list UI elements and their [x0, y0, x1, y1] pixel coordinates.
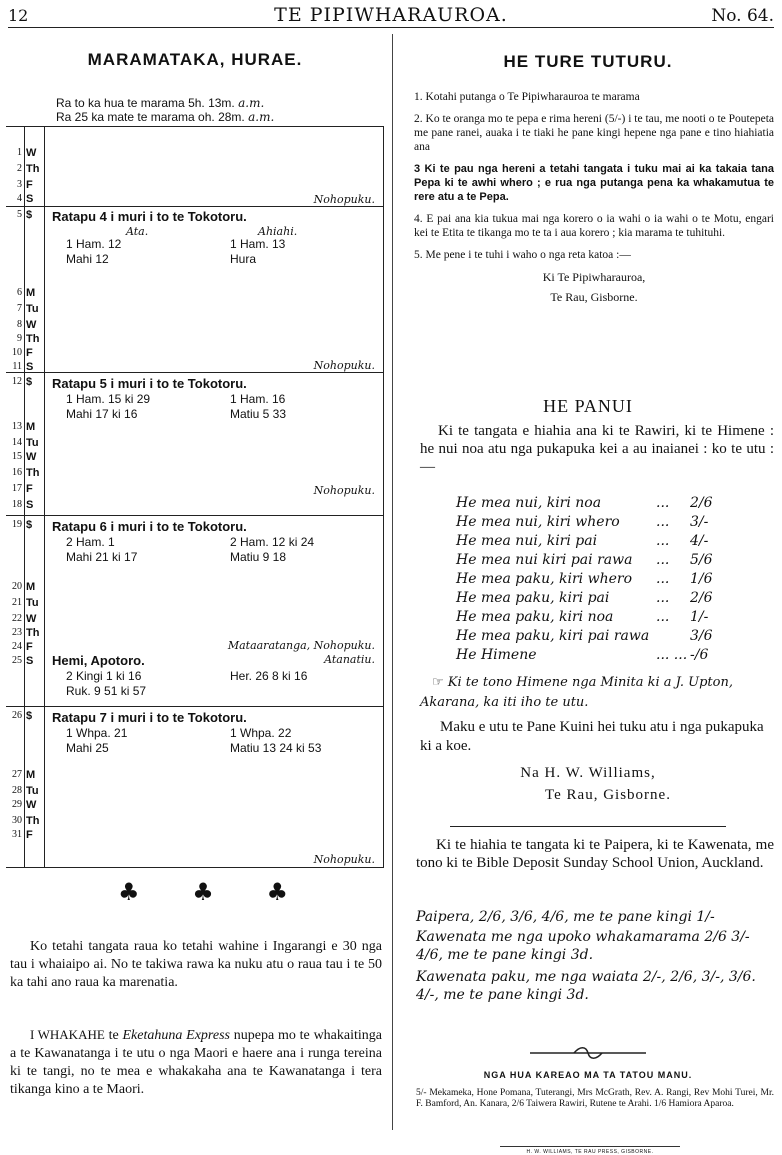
price-list: [456, 494, 726, 665]
flourish-divider: [530, 1046, 646, 1060]
day-number: 31: [12, 829, 22, 840]
item-price: -/6: [690, 647, 709, 663]
reading: Matiu 13 24 ki 53: [230, 741, 322, 755]
day-number: 16: [12, 467, 22, 478]
leader-dots: ...: [656, 571, 670, 587]
item-name: He mea paku, kiri noa: [456, 609, 614, 625]
reading: Mahi 17 ki 16: [66, 407, 138, 421]
weekday-abbr: S: [26, 193, 34, 205]
day-number: 2: [17, 163, 22, 174]
rule-1: 1. Kotahi putanga o Te Pipiwharauroa te marama: [414, 91, 640, 103]
reading: 1 Whpa. 22: [230, 726, 292, 740]
weekday-abbr: Th: [26, 333, 40, 345]
mataaratanga-note: Mataaratanga, Nohopuku.: [227, 639, 375, 652]
day-number: 24: [12, 641, 22, 652]
item-name: He mea paku, kiri pai: [456, 590, 610, 606]
item-name: He mea nui kiri pai rawa: [456, 552, 633, 568]
day-number: 25: [12, 655, 22, 666]
price-row: [456, 608, 726, 627]
rules-address-2: Te Rau, Gisborne.: [550, 290, 638, 304]
day-number: 13: [12, 421, 22, 432]
reading: Mahi 21 ki 17: [66, 550, 138, 564]
reading: 2 Ham. 1: [66, 535, 115, 549]
item-price: 3/-: [690, 514, 709, 530]
price-row: [456, 627, 726, 646]
weekday-abbr: S: [26, 361, 34, 373]
ahiahi-label: Ahiahi.: [258, 225, 298, 238]
item-price: 2/6: [690, 495, 713, 511]
panui-title: HE PANUI: [543, 396, 633, 416]
day-number: 29: [12, 799, 22, 810]
panui-signature: Na H. W. Williams, Te Rau, Gisborne.: [520, 765, 671, 803]
reading: Mahi 12: [66, 252, 109, 266]
item-name: He mea paku, kiri whero: [456, 571, 632, 587]
sunday-7-title: Ratapu 7 i muri i to te Tokotoru.: [52, 710, 247, 725]
weekday-abbr: Th: [26, 815, 40, 827]
rules-list: [414, 90, 774, 304]
day-number: 6: [17, 287, 22, 298]
news-note-marriage: Ko tetahi tangata raua ko tetahi wahine i Ingarangi e 30 nga tau i whaiaipo ai. No te takiwa rawa ka nuku atu o raua tau i te 50 ka tahi ano raua ka marenatia.: [10, 939, 382, 990]
day-number: 1: [17, 147, 22, 158]
leader-dots: ...: [656, 552, 670, 568]
maku-note: Maku e utu te Pane Kuini hei tuku atu i nga pukapuka ki a koe.: [420, 719, 764, 754]
item-name: He mea nui, kiri whero: [456, 514, 620, 530]
day-number: 22: [12, 613, 22, 624]
sunday-5-title: Ratapu 5 i muri i to te Tokotoru.: [52, 376, 247, 391]
weekday-abbr: Tu: [26, 597, 39, 609]
day-number: 12: [12, 376, 22, 387]
reading: Ruk. 9 51 ki 57: [66, 684, 147, 698]
clover-ornament: [118, 878, 288, 906]
nohopuku-note: Nohopuku.: [313, 853, 375, 866]
publication-title: TE PIPIWHARAUROA.: [274, 4, 508, 26]
weekday-abbr: Tu: [26, 785, 39, 797]
nohopuku-note: Nohopuku.: [313, 193, 375, 206]
reading: 1 Ham. 15 ki 29: [66, 392, 151, 406]
leader-dots: ...: [656, 495, 670, 511]
weekday-abbr: Tu: [26, 437, 39, 449]
day-number: 10: [12, 347, 22, 358]
club-icon: ♣: [118, 878, 140, 906]
day-number: 28: [12, 785, 22, 796]
sunday-4-title: Ratapu 4 i muri i to te Tokotoru.: [52, 209, 247, 224]
price-row: [456, 570, 726, 589]
rule-2: 2. Ko te oranga mo te pepa e rima hereni (5/-) i te tau, me nooti o te Poutepeta me pane ranei, auaka i te tiaki he pane kingi hepene nga pane e tino hiahiatia ana: [414, 113, 774, 153]
item-price: 4/-: [690, 533, 709, 549]
weekday-abbr: W: [26, 319, 37, 331]
weekday-abbr: W: [26, 613, 37, 625]
news-note-eketahuna: I WHAKAHE te Eketahuna Express nupepa mo te whakaitinga a te Kawanatanga i te utu o nga Maori e haere ana i runga tereina ki te tangi, no te mea e whakakaha ana te Kawanatanga i tera tikanga kino a te Maori.: [10, 1027, 382, 1097]
leader-dots: [656, 627, 690, 646]
item-price: 2/6: [690, 590, 713, 606]
weekday-abbr: S: [26, 655, 34, 667]
price-row: [456, 589, 726, 608]
weekday-abbr: F: [26, 483, 33, 495]
hemi-title: Hemi, Apotoro.: [52, 653, 145, 668]
donations-title: NGA HUA KAREAO MA TA TATOU MANU.: [483, 1070, 693, 1080]
weekday-abbr: Th: [26, 467, 40, 479]
item-price: 1/6: [690, 571, 713, 587]
weekday-abbr: $: [26, 209, 33, 221]
reading: 1 Whpa. 21: [66, 726, 128, 740]
calendar-title: MARAMATAKA, HURAE.: [87, 50, 303, 69]
day-number: 14: [12, 437, 22, 448]
reading: 2 Ham. 12 ki 24: [230, 535, 315, 549]
leader-dots: ... ...: [656, 647, 688, 663]
page-number: 12: [8, 6, 29, 25]
weekday-abbr: W: [26, 147, 37, 159]
item-name: He Himene: [456, 647, 537, 663]
weekday-abbr: M: [26, 421, 36, 433]
item-name: He mea paku, kiri pai rawa: [456, 628, 650, 644]
reading: Matiu 5 33: [230, 407, 287, 421]
bible-price-3: Kawenata paku, me nga waiata 2/-, 2/6, 3/-, 3/6. 4/-, me te pane kingi 3d.: [416, 969, 756, 1003]
day-number: 26: [12, 710, 22, 721]
club-icon: ♣: [266, 878, 288, 906]
day-number: 18: [12, 499, 22, 510]
day-number: 8: [17, 319, 22, 330]
weekday-abbr: $: [26, 710, 33, 722]
calendar-table: [6, 126, 384, 868]
nohopuku-note: Nohopuku.: [313, 359, 375, 372]
reading: Mahi 25: [66, 741, 109, 755]
leader-dots: ...: [656, 609, 670, 625]
reading: Hura: [230, 252, 257, 266]
day-number: 5: [17, 209, 22, 220]
club-icon: ♣: [192, 878, 214, 906]
item-price: 5/6: [690, 552, 713, 568]
reading: 1 Ham. 13: [230, 237, 286, 251]
day-number: 27: [12, 769, 22, 780]
reading: 1 Ham. 12: [66, 237, 122, 251]
day-number: 19: [12, 519, 22, 530]
weekday-abbr: Th: [26, 163, 40, 175]
ata-label: Ata.: [126, 225, 149, 238]
divider: [450, 826, 726, 827]
weekday-abbr: M: [26, 287, 36, 299]
bible-notice: Ki te hiahia te tangata ki te Paipera, ki te Kawenata, me tono ki te Bible Deposit Sunday School Union, Auckland.: [416, 837, 774, 871]
rule-5: 5. Me pene i te tuhi i waho o nga reta katoa :—: [414, 249, 631, 261]
weekday-abbr: $: [26, 519, 33, 531]
day-number: 3: [17, 179, 22, 190]
reading: Her. 26 8 ki 16: [230, 669, 308, 683]
rule-4: 4. E pai ana kia tukua mai nga korero o ia wahi o ia wahi o te Motu, engari kei te Etita te tikanga mo te ta i aua korero ; kia marama te tuhituhi.: [414, 213, 774, 239]
bible-price-1: Paipera, 2/6, 3/6, 4/6, me te pane kingi 1/-: [416, 909, 715, 925]
rules-title: HE TURE TUTURU.: [503, 52, 673, 71]
weekday-abbr: F: [26, 179, 33, 191]
weekday-abbr: F: [26, 641, 33, 653]
reading: Matiu 9 18: [230, 550, 287, 564]
moon-line-1: Ra to ka hua te marama 5h. 13m. a.m.: [56, 96, 265, 110]
day-number: 23: [12, 627, 22, 638]
reading: 1 Ham. 16: [230, 392, 286, 406]
weekday-abbr: W: [26, 451, 37, 463]
minita-note: ☞ Ki te tono Himene nga Minita ki a J. Upton, Akarana, ka iti iho te utu.: [420, 675, 733, 710]
day-number: 7: [17, 303, 22, 314]
item-price: 3/6: [690, 628, 713, 644]
price-row: [456, 646, 726, 665]
item-price: 1/-: [690, 609, 709, 625]
moon-line-2: Ra 25 ka mate te marama oh. 28m. a.m.: [56, 110, 275, 124]
price-row: [456, 494, 726, 513]
item-name: He mea nui, kiri noa: [456, 495, 602, 511]
weekday-abbr: F: [26, 347, 33, 359]
weekday-abbr: $: [26, 376, 33, 388]
day-number: 17: [12, 483, 22, 494]
leader-dots: ...: [656, 514, 670, 530]
pointing-hand-icon: ☞: [432, 675, 444, 690]
donations-list: 5/- Mekameka, Hone Pomana, Tuterangi, Mrs McGrath, Rev. A. Rangi, Rev Mohi Turei, Mr. F. Bamford, An. Kanara, 2/6 Taiwera Rawiri, Rutene te Arahi. 1/6 Hamiora Aparoa.: [416, 1088, 774, 1109]
bible-price-2: Kawenata me nga upoko whakamarama 2/6 3/- 4/6, me te pane kingi 3d.: [416, 929, 750, 963]
day-number: 21: [12, 597, 22, 608]
weekday-abbr: S: [26, 499, 34, 511]
panui-intro: Ki te tangata e hiahia ana ki te Rawiri, ki te Himene : he nui noa atu nga pukapuka kei a au inaianei : ko te utu :—: [420, 423, 774, 475]
weekday-abbr: F: [26, 829, 33, 841]
day-number: 15: [12, 451, 22, 462]
atanatiu-note: Atanatiu.: [324, 653, 375, 666]
rule-3: 3 Ki te pau nga hereni a tetahi tangata i tuku mai ai ka takaia tana Pepa ki te awhi whero ; e rua nga putanga pena ka whakamutua te rere atu a te Pepa.: [414, 163, 774, 203]
weekday-abbr: W: [26, 799, 37, 811]
sunday-6-title: Ratapu 6 i muri i to te Tokotoru.: [52, 519, 247, 534]
day-number: 20: [12, 581, 22, 592]
leader-dots: ...: [656, 533, 670, 549]
day-number: 4: [17, 193, 22, 204]
column-divider: [392, 34, 393, 1130]
weekday-abbr: M: [26, 769, 36, 781]
nohopuku-note: Nohopuku.: [313, 484, 375, 497]
price-row: [456, 513, 726, 532]
issue-number: No. 64.: [711, 6, 774, 26]
day-number: 11: [12, 361, 22, 372]
page-header: [8, 2, 774, 28]
leader-dots: ...: [656, 590, 670, 606]
price-row: [456, 532, 726, 551]
imprint: H. W. WILLIAMS, TE RAU PRESS, GISBORNE.: [500, 1146, 680, 1155]
reading: 2 Kingi 1 ki 16: [66, 669, 142, 683]
weekday-abbr: Tu: [26, 303, 39, 315]
weekday-abbr: Th: [26, 627, 40, 639]
item-name: He mea nui, kiri pai: [456, 533, 598, 549]
rules-address-1: Ki Te Pipiwharauroa,: [542, 270, 646, 284]
weekday-abbr: M: [26, 581, 36, 593]
day-number: 9: [17, 333, 22, 344]
day-number: 30: [12, 815, 22, 826]
price-row: [456, 551, 726, 570]
